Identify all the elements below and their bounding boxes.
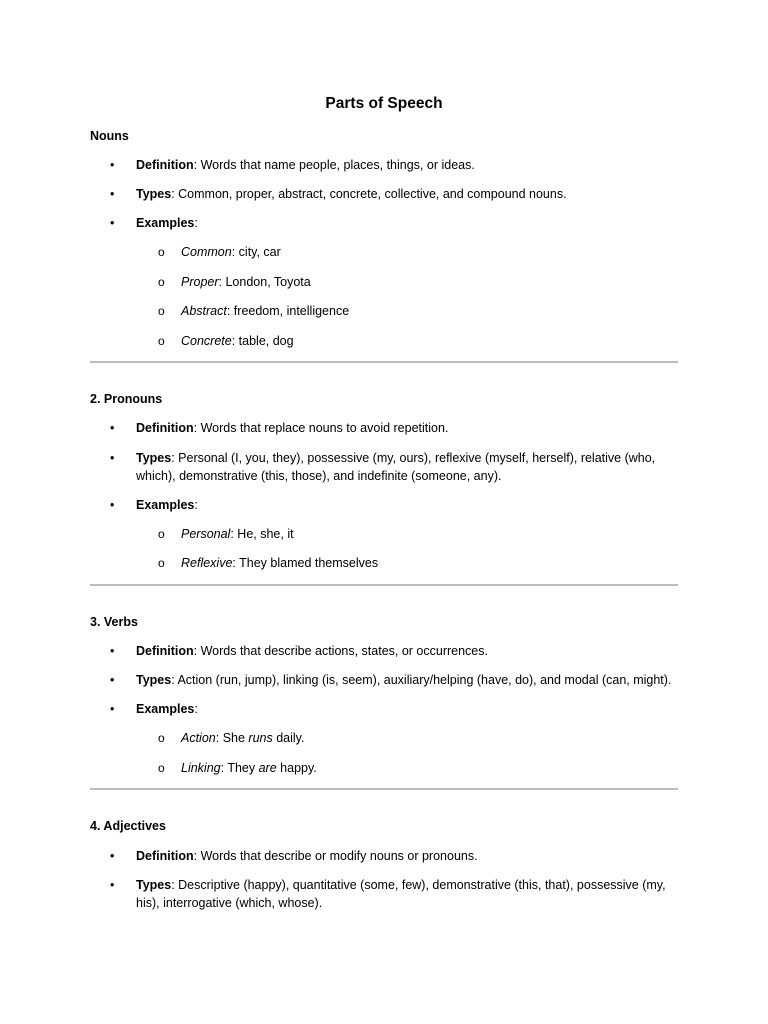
sub-bullet-icon: o <box>158 556 165 570</box>
examples-label: Examples <box>136 702 195 716</box>
pronouns-definition <box>136 419 681 437</box>
section-heading-nouns: Nouns <box>90 129 129 143</box>
definition-label: Definition <box>136 421 194 435</box>
definition-text: : Words that replace nouns to avoid repetition. <box>193 421 449 435</box>
section-heading-pronouns: 2. Pronouns <box>90 392 163 406</box>
pronouns-types <box>136 449 681 485</box>
examples-text: : <box>194 216 198 230</box>
example-item <box>181 243 281 261</box>
document-title: Parts of Speech <box>325 95 443 112</box>
sub-bullet-icon: o <box>158 527 165 541</box>
verbs-types <box>136 671 681 689</box>
example-item <box>181 759 317 777</box>
sub-bullet-icon: o <box>158 731 165 745</box>
example-text: : London, Toyota <box>218 275 311 289</box>
example-text: : He, she, it <box>230 527 294 541</box>
example-post: happy. <box>276 761 317 775</box>
adjectives-types <box>136 876 681 912</box>
bullet-icon: • <box>110 421 115 435</box>
definition-label: Definition <box>136 158 194 172</box>
bullet-icon: • <box>110 702 115 716</box>
sub-bullet-icon: o <box>158 304 165 318</box>
nouns-examples <box>136 214 681 232</box>
example-term: Linking <box>181 761 221 775</box>
bullet-icon: • <box>110 849 115 863</box>
example-text: : table, dog <box>231 334 294 348</box>
example-item <box>181 525 294 543</box>
examples-text: : <box>194 702 198 716</box>
adjectives-definition <box>136 847 681 865</box>
types-text: : Common, proper, abstract, concrete, collective, and compound nouns. <box>171 187 567 201</box>
example-term: Concrete <box>181 334 232 348</box>
example-item <box>181 302 349 320</box>
example-text: : They blamed themselves <box>232 556 379 570</box>
example-item <box>181 554 378 572</box>
types-label: Types <box>136 451 172 465</box>
example-text: : freedom, intelligence <box>226 304 350 318</box>
section-heading-verbs: 3. Verbs <box>90 615 138 629</box>
example-term: Abstract <box>181 304 227 318</box>
example-term: Common <box>181 245 232 259</box>
example-emphasis: are <box>258 761 277 775</box>
section-divider <box>90 584 678 586</box>
types-text: : Descriptive (happy), quantitative (some, few), demonstrative (this, that), possessive (my, his), interrogative (which, whose). <box>136 878 666 910</box>
example-emphasis: runs <box>248 731 273 745</box>
verbs-examples <box>136 700 681 718</box>
bullet-icon: • <box>110 451 115 465</box>
bullet-icon: • <box>110 187 115 201</box>
definition-label: Definition <box>136 849 194 863</box>
pronouns-examples <box>136 496 681 514</box>
types-label: Types <box>136 878 172 892</box>
example-term: Reflexive <box>181 556 233 570</box>
sub-bullet-icon: o <box>158 761 165 775</box>
example-pre: : She <box>215 731 249 745</box>
definition-text: : Words that name people, places, things, or ideas. <box>193 158 475 172</box>
types-text: : Action (run, jump), linking (is, seem), auxiliary/helping (have, do), and modal (can, might). <box>171 673 672 687</box>
example-post: daily. <box>272 731 305 745</box>
bullet-icon: • <box>110 644 115 658</box>
nouns-definition <box>136 156 681 174</box>
example-term: Proper <box>181 275 219 289</box>
types-label: Types <box>136 187 172 201</box>
bullet-icon: • <box>110 673 115 687</box>
bullet-icon: • <box>110 158 115 172</box>
types-text: : Personal (I, you, they), possessive (my, ours), reflexive (myself, herself), relative (who, which), demonstrative (this, those), and indefinite (someone, any). <box>136 451 656 483</box>
sub-bullet-icon: o <box>158 275 165 289</box>
example-term: Action <box>181 731 216 745</box>
sub-bullet-icon: o <box>158 245 165 259</box>
examples-label: Examples <box>136 498 195 512</box>
example-term: Personal <box>181 527 231 541</box>
section-heading-adjectives: 4. Adjectives <box>90 819 166 833</box>
examples-text: : <box>194 498 198 512</box>
bullet-icon: • <box>110 498 115 512</box>
example-item <box>181 273 311 291</box>
types-label: Types <box>136 673 172 687</box>
sub-bullet-icon: o <box>158 334 165 348</box>
example-item <box>181 729 304 747</box>
section-divider <box>90 788 678 790</box>
definition-label: Definition <box>136 644 194 658</box>
bullet-icon: • <box>110 878 115 892</box>
definition-text: : Words that describe or modify nouns or pronouns. <box>193 849 478 863</box>
example-text: : city, car <box>231 245 281 259</box>
definition-text: : Words that describe actions, states, or occurrences. <box>193 644 488 658</box>
nouns-types <box>136 185 681 203</box>
example-pre: : They <box>220 761 259 775</box>
bullet-icon: • <box>110 216 115 230</box>
example-item <box>181 332 294 350</box>
examples-label: Examples <box>136 216 195 230</box>
section-divider <box>90 361 678 363</box>
verbs-definition <box>136 642 681 660</box>
